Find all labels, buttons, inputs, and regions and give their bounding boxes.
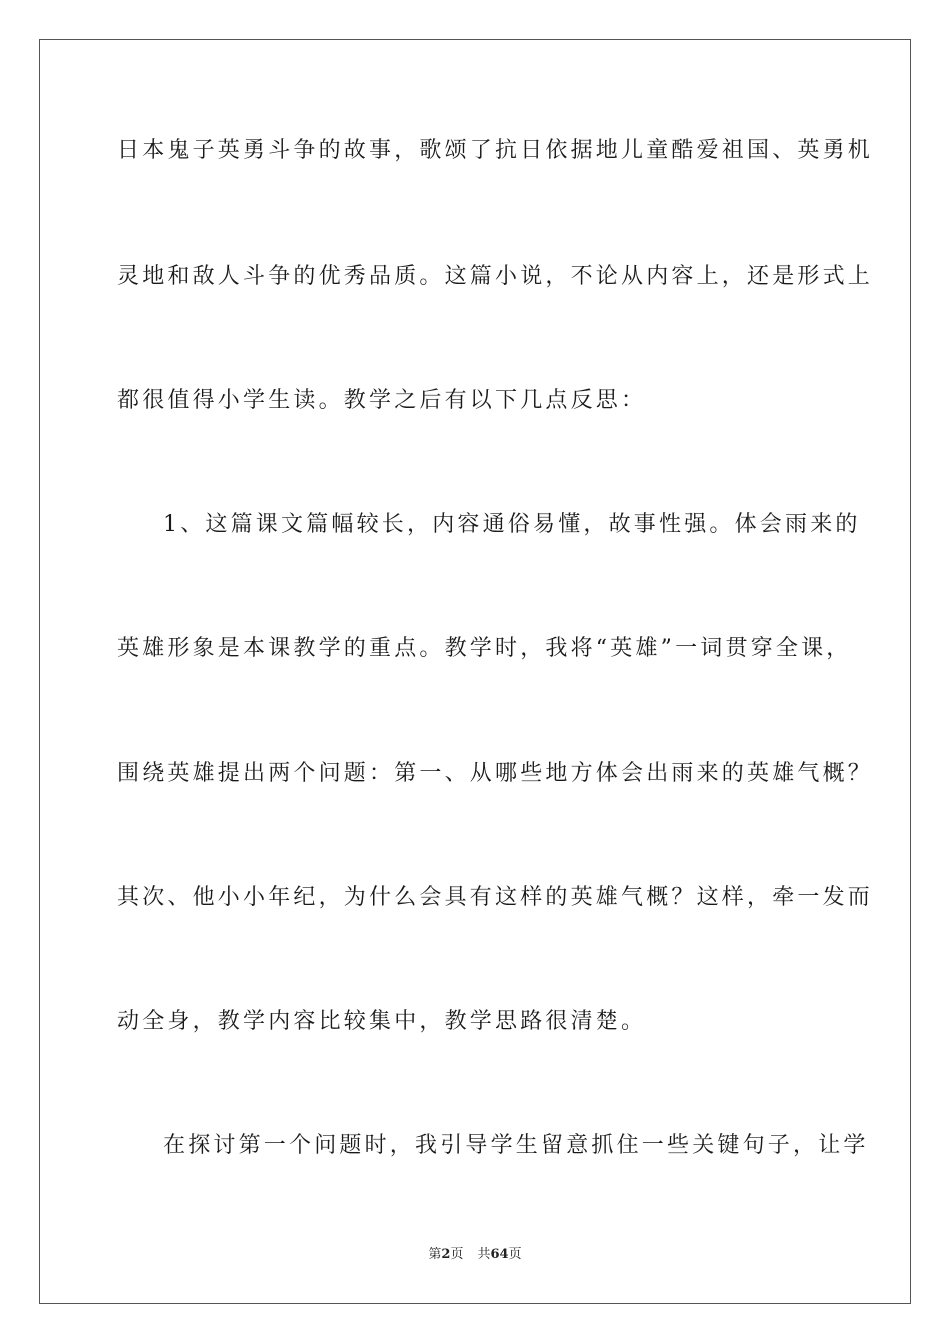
text-line: 围绕英雄提出两个问题：第一、从哪些地方体会出雨来的英雄气概？ <box>117 761 874 786</box>
text-line: 动全身，教学内容比较集中，教学思路很清楚。 <box>117 1009 647 1034</box>
paragraph-first-line: 在探讨第一个问题时，我引导学生留意抓住一些关键句子，让学 <box>163 1133 869 1158</box>
text-line: 英雄形象是本课教学的重点。教学时，我将“英雄”一词贯穿全课， <box>117 636 852 661</box>
page-number: 2 <box>441 1247 451 1262</box>
text-line: 都很值得小学生读。教学之后有以下几点反思： <box>117 388 647 413</box>
total-label-suffix: 页 <box>508 1247 522 1262</box>
paragraph-first-line: 1、这篇课文篇幅较长，内容通俗易懂，故事性强。体会雨来的 <box>163 512 861 537</box>
text-line: 日本鬼子英勇斗争的故事，歌颂了抗日依据地儿童酷爱祖国、英勇机 <box>117 138 874 163</box>
text-line: 其次、他小小年纪，为什么会具有这样的英雄气概？这样，牵一发而 <box>117 885 874 910</box>
page-border <box>39 39 911 1304</box>
page-label-prefix: 第 <box>428 1247 442 1262</box>
total-label-prefix: 共 <box>477 1247 491 1262</box>
total-pages: 64 <box>490 1247 509 1262</box>
page-footer <box>0 1246 950 1264</box>
text-line: 灵地和敌人斗争的优秀品质。这篇小说，不论从内容上，还是形式上 <box>117 264 874 289</box>
page-label-suffix: 页 <box>450 1247 464 1262</box>
